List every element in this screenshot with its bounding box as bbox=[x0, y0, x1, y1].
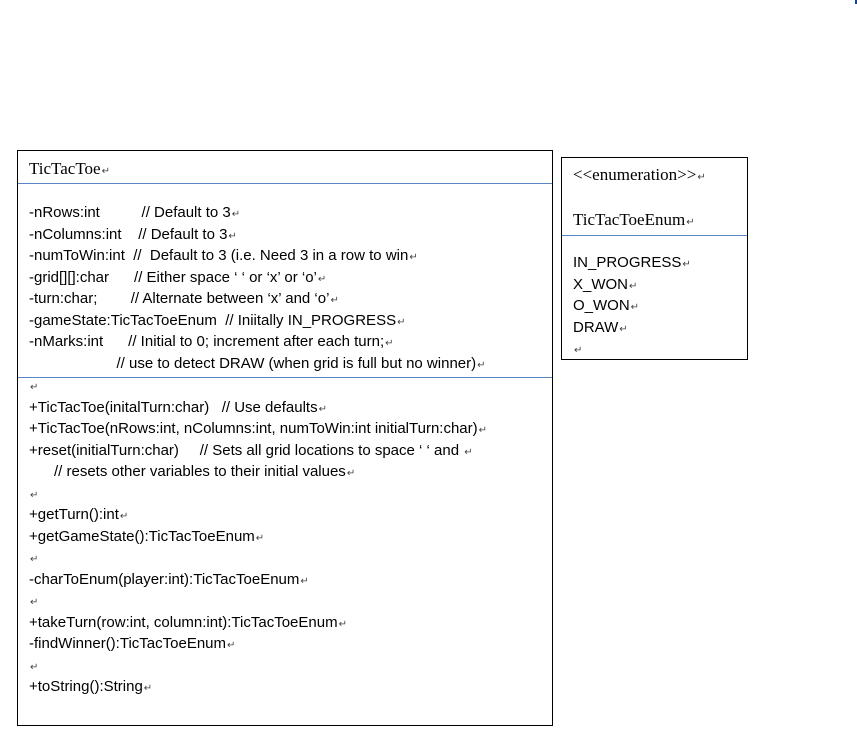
method-line: +toString():String↵ bbox=[29, 678, 153, 695]
attribute-line: -nColumns:int // Default to 3↵ bbox=[29, 225, 237, 243]
method-line: // resets other variables to their initial values↵ bbox=[29, 463, 356, 480]
attributes-divider bbox=[18, 377, 552, 378]
class-name: TicTacToe↵ bbox=[29, 159, 110, 178]
method-line: +takeTurn(row:int, column:int):TicTacToeEnum↵ bbox=[29, 613, 347, 631]
attribute-line: -nRows:int // Default to 3↵ bbox=[29, 204, 241, 221]
attribute-line: -nMarks:int // Initial to 0; increment after each turn;↵ bbox=[29, 333, 394, 350]
enum-stereotype: <<enumeration>>↵ bbox=[573, 165, 706, 184]
method-line: ↵ bbox=[30, 554, 39, 565]
method-line: ↵ bbox=[30, 489, 39, 501]
enum-value: ↵ bbox=[574, 345, 583, 356]
enum-value: DRAW↵ bbox=[573, 318, 628, 336]
attribute-line: -gameState:TicTacToeEnum // Iniitally IN_PROGRESS↵ bbox=[29, 311, 406, 329]
method-line: ↵ bbox=[30, 597, 39, 608]
attribute-line: -numToWin:int // Default to 3 (i.e. Need 3 in a row to win↵ bbox=[29, 247, 418, 264]
tictactoeenum-box bbox=[561, 157, 748, 360]
enum-divider bbox=[562, 235, 747, 236]
tictactoe-class-box bbox=[17, 150, 553, 726]
attribute-line: // use to detect DRAW (when grid is full but no winner)↵ bbox=[29, 354, 486, 372]
method-line: +reset(initialTurn:char) // Sets all grid locations to space ‘ ‘ and ↵ bbox=[29, 441, 473, 459]
method-line: +getGameState():TicTacToeEnum↵ bbox=[29, 527, 265, 545]
enum-value: O_WON↵ bbox=[573, 297, 640, 314]
enum-value: X_WON↵ bbox=[573, 275, 638, 293]
method-line: ↵ bbox=[30, 661, 39, 673]
enum-name: TicTacToeEnum↵ bbox=[573, 210, 695, 229]
method-line: ↵ bbox=[30, 382, 39, 393]
method-line: +getTurn():int↵ bbox=[29, 506, 129, 523]
method-line: -charToEnum(player:int):TicTacToeEnum↵ bbox=[29, 570, 309, 588]
attribute-line: -turn:char; // Alternate between ‘x’ and ‘o’↵ bbox=[29, 290, 339, 307]
method-line: +TicTacToe(nRows:int, nColumns:int, numToWin:int initialTurn:char)↵ bbox=[29, 420, 488, 437]
method-line: -findWinner():TicTacToeEnum↵ bbox=[29, 635, 236, 652]
name-divider bbox=[18, 183, 552, 184]
method-line: +TicTacToe(initalTurn:char) // Use defaults↵ bbox=[29, 398, 327, 416]
enum-value: IN_PROGRESS↵ bbox=[573, 254, 691, 271]
attribute-line: -grid[][]:char // Either space ‘ ‘ or ‘x’ or ‘o’↵ bbox=[29, 268, 327, 286]
